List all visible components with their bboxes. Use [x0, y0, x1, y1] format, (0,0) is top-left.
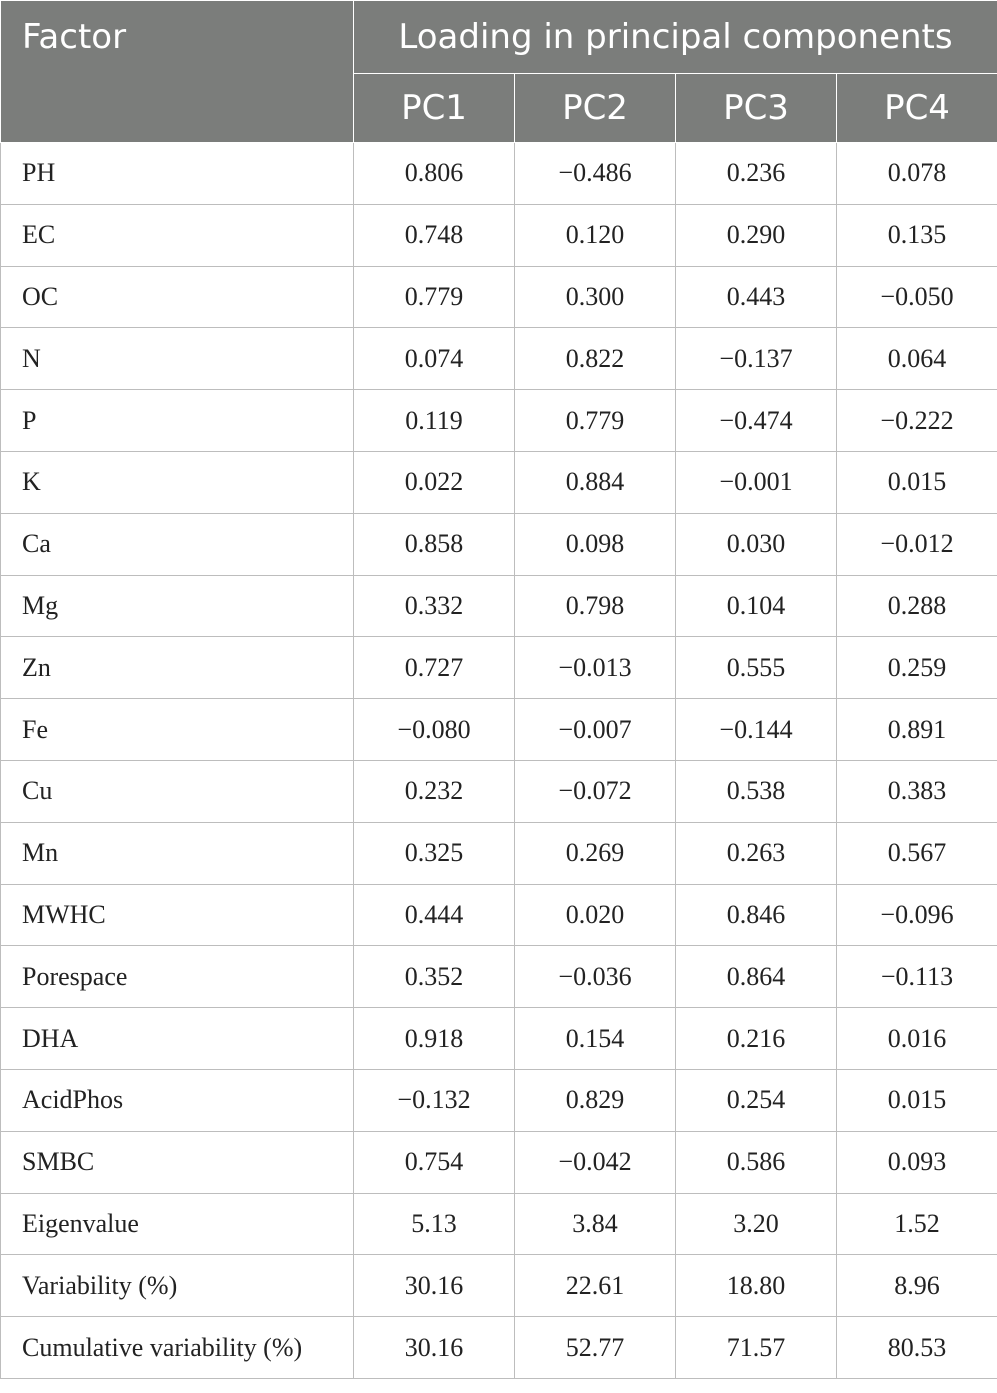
pc1-header: PC1: [354, 74, 515, 143]
table-header: [1, 1, 997, 143]
factor-name-cell: Zn: [1, 637, 354, 699]
pc4-value-cell: 0.288: [837, 575, 997, 637]
pc1-value-cell: 0.352: [354, 946, 515, 1008]
pc4-value-cell: 8.96: [837, 1255, 997, 1317]
table-row: [1, 575, 997, 637]
pc3-header: PC3: [676, 74, 837, 143]
table-row: [1, 1069, 997, 1131]
pc4-value-cell: −0.096: [837, 884, 997, 946]
table-row: [1, 266, 997, 328]
pc2-value-cell: 0.829: [515, 1069, 676, 1131]
pc1-value-cell: 0.444: [354, 884, 515, 946]
table-row: [1, 822, 997, 884]
pc3-value-cell: 0.254: [676, 1069, 837, 1131]
pc2-value-cell: −0.007: [515, 699, 676, 761]
pc4-value-cell: 0.891: [837, 699, 997, 761]
table-row: [1, 390, 997, 452]
pc4-value-cell: 80.53: [837, 1317, 997, 1379]
pc2-value-cell: −0.072: [515, 760, 676, 822]
pc2-value-cell: −0.042: [515, 1131, 676, 1193]
pc4-value-cell: −0.113: [837, 946, 997, 1008]
pc1-value-cell: 30.16: [354, 1317, 515, 1379]
pc4-value-cell: −0.012: [837, 513, 997, 575]
table-row: [1, 328, 997, 390]
pc1-value-cell: 5.13: [354, 1193, 515, 1255]
pc4-value-cell: 0.135: [837, 204, 997, 266]
table-row: [1, 699, 997, 761]
pc3-value-cell: 0.104: [676, 575, 837, 637]
pc4-value-cell: 0.567: [837, 822, 997, 884]
table-row: [1, 1008, 997, 1070]
pc3-value-cell: −0.144: [676, 699, 837, 761]
factor-name-cell: SMBC: [1, 1131, 354, 1193]
pc3-value-cell: 0.846: [676, 884, 837, 946]
pc4-value-cell: 0.093: [837, 1131, 997, 1193]
factor-name-cell: Porespace: [1, 946, 354, 1008]
pc4-value-cell: 0.015: [837, 1069, 997, 1131]
factor-name-cell: PH: [1, 143, 354, 205]
factor-name-cell: DHA: [1, 1008, 354, 1070]
pc3-value-cell: −0.474: [676, 390, 837, 452]
factor-name-cell: OC: [1, 266, 354, 328]
pc2-value-cell: 0.884: [515, 451, 676, 513]
factor-name-cell: AcidPhos: [1, 1069, 354, 1131]
pc3-value-cell: 3.20: [676, 1193, 837, 1255]
loading-group-header: Loading in principal components: [354, 1, 997, 74]
factor-name-cell: Eigenvalue: [1, 1193, 354, 1255]
table-body: [1, 143, 997, 1379]
factor-name-cell: Cumulative variability (%): [1, 1317, 354, 1379]
pc3-value-cell: 0.586: [676, 1131, 837, 1193]
pc3-value-cell: 0.263: [676, 822, 837, 884]
pc2-value-cell: 0.779: [515, 390, 676, 452]
pc2-value-cell: 3.84: [515, 1193, 676, 1255]
factor-name-cell: MWHC: [1, 884, 354, 946]
pc2-value-cell: 0.269: [515, 822, 676, 884]
table-row: [1, 1255, 997, 1317]
pc2-value-cell: −0.486: [515, 143, 676, 205]
factor-name-cell: Fe: [1, 699, 354, 761]
pc1-value-cell: 0.022: [354, 451, 515, 513]
pc3-value-cell: 0.290: [676, 204, 837, 266]
pc1-value-cell: 30.16: [354, 1255, 515, 1317]
pc1-value-cell: 0.779: [354, 266, 515, 328]
pc3-value-cell: 0.555: [676, 637, 837, 699]
pc1-value-cell: 0.754: [354, 1131, 515, 1193]
pc1-value-cell: −0.132: [354, 1069, 515, 1131]
factor-name-cell: EC: [1, 204, 354, 266]
table-row: [1, 1193, 997, 1255]
pc3-value-cell: 0.030: [676, 513, 837, 575]
factor-name-cell: K: [1, 451, 354, 513]
pc1-value-cell: 0.325: [354, 822, 515, 884]
pc4-value-cell: 0.016: [837, 1008, 997, 1070]
pc2-header: PC2: [515, 74, 676, 143]
pc3-value-cell: 0.216: [676, 1008, 837, 1070]
pc1-value-cell: 0.748: [354, 204, 515, 266]
pc2-value-cell: 0.154: [515, 1008, 676, 1070]
pc1-value-cell: 0.232: [354, 760, 515, 822]
pc4-value-cell: −0.222: [837, 390, 997, 452]
pc2-value-cell: 0.798: [515, 575, 676, 637]
pc3-value-cell: 18.80: [676, 1255, 837, 1317]
pc4-header: PC4: [837, 74, 997, 143]
table-row: [1, 760, 997, 822]
pc3-value-cell: 0.443: [676, 266, 837, 328]
factor-name-cell: Mn: [1, 822, 354, 884]
pc2-value-cell: −0.013: [515, 637, 676, 699]
pc1-value-cell: 0.806: [354, 143, 515, 205]
pc1-value-cell: 0.119: [354, 390, 515, 452]
pc1-value-cell: 0.332: [354, 575, 515, 637]
pc2-value-cell: 0.120: [515, 204, 676, 266]
pc2-value-cell: 0.300: [515, 266, 676, 328]
pc4-value-cell: 0.259: [837, 637, 997, 699]
table-row: [1, 1131, 997, 1193]
pc2-value-cell: −0.036: [515, 946, 676, 1008]
table-row: [1, 1317, 997, 1379]
pc3-value-cell: −0.001: [676, 451, 837, 513]
factor-name-cell: P: [1, 390, 354, 452]
factor-name-cell: Cu: [1, 760, 354, 822]
pc1-value-cell: 0.918: [354, 1008, 515, 1070]
factor-name-cell: Ca: [1, 513, 354, 575]
table-row: [1, 637, 997, 699]
pc3-value-cell: 0.236: [676, 143, 837, 205]
pc3-value-cell: 71.57: [676, 1317, 837, 1379]
pc1-value-cell: 0.858: [354, 513, 515, 575]
table-row: [1, 143, 997, 205]
pc4-value-cell: 1.52: [837, 1193, 997, 1255]
pc2-value-cell: 52.77: [515, 1317, 676, 1379]
factor-name-cell: N: [1, 328, 354, 390]
pc4-value-cell: 0.383: [837, 760, 997, 822]
pc3-value-cell: 0.864: [676, 946, 837, 1008]
pc4-value-cell: 0.078: [837, 143, 997, 205]
pc1-value-cell: 0.074: [354, 328, 515, 390]
pc4-value-cell: −0.050: [837, 266, 997, 328]
table-row: [1, 513, 997, 575]
pc1-value-cell: 0.727: [354, 637, 515, 699]
pc3-value-cell: 0.538: [676, 760, 837, 822]
pc2-value-cell: 0.020: [515, 884, 676, 946]
pc3-value-cell: −0.137: [676, 328, 837, 390]
table-row: [1, 884, 997, 946]
table-row: [1, 451, 997, 513]
pc4-value-cell: 0.064: [837, 328, 997, 390]
pc1-value-cell: −0.080: [354, 699, 515, 761]
factor-header: Factor: [1, 1, 354, 143]
pc2-value-cell: 0.822: [515, 328, 676, 390]
table-row: [1, 204, 997, 266]
factor-name-cell: Variability (%): [1, 1255, 354, 1317]
pc2-value-cell: 0.098: [515, 513, 676, 575]
factor-name-cell: Mg: [1, 575, 354, 637]
pc2-value-cell: 22.61: [515, 1255, 676, 1317]
table-row: [1, 946, 997, 1008]
pc4-value-cell: 0.015: [837, 451, 997, 513]
